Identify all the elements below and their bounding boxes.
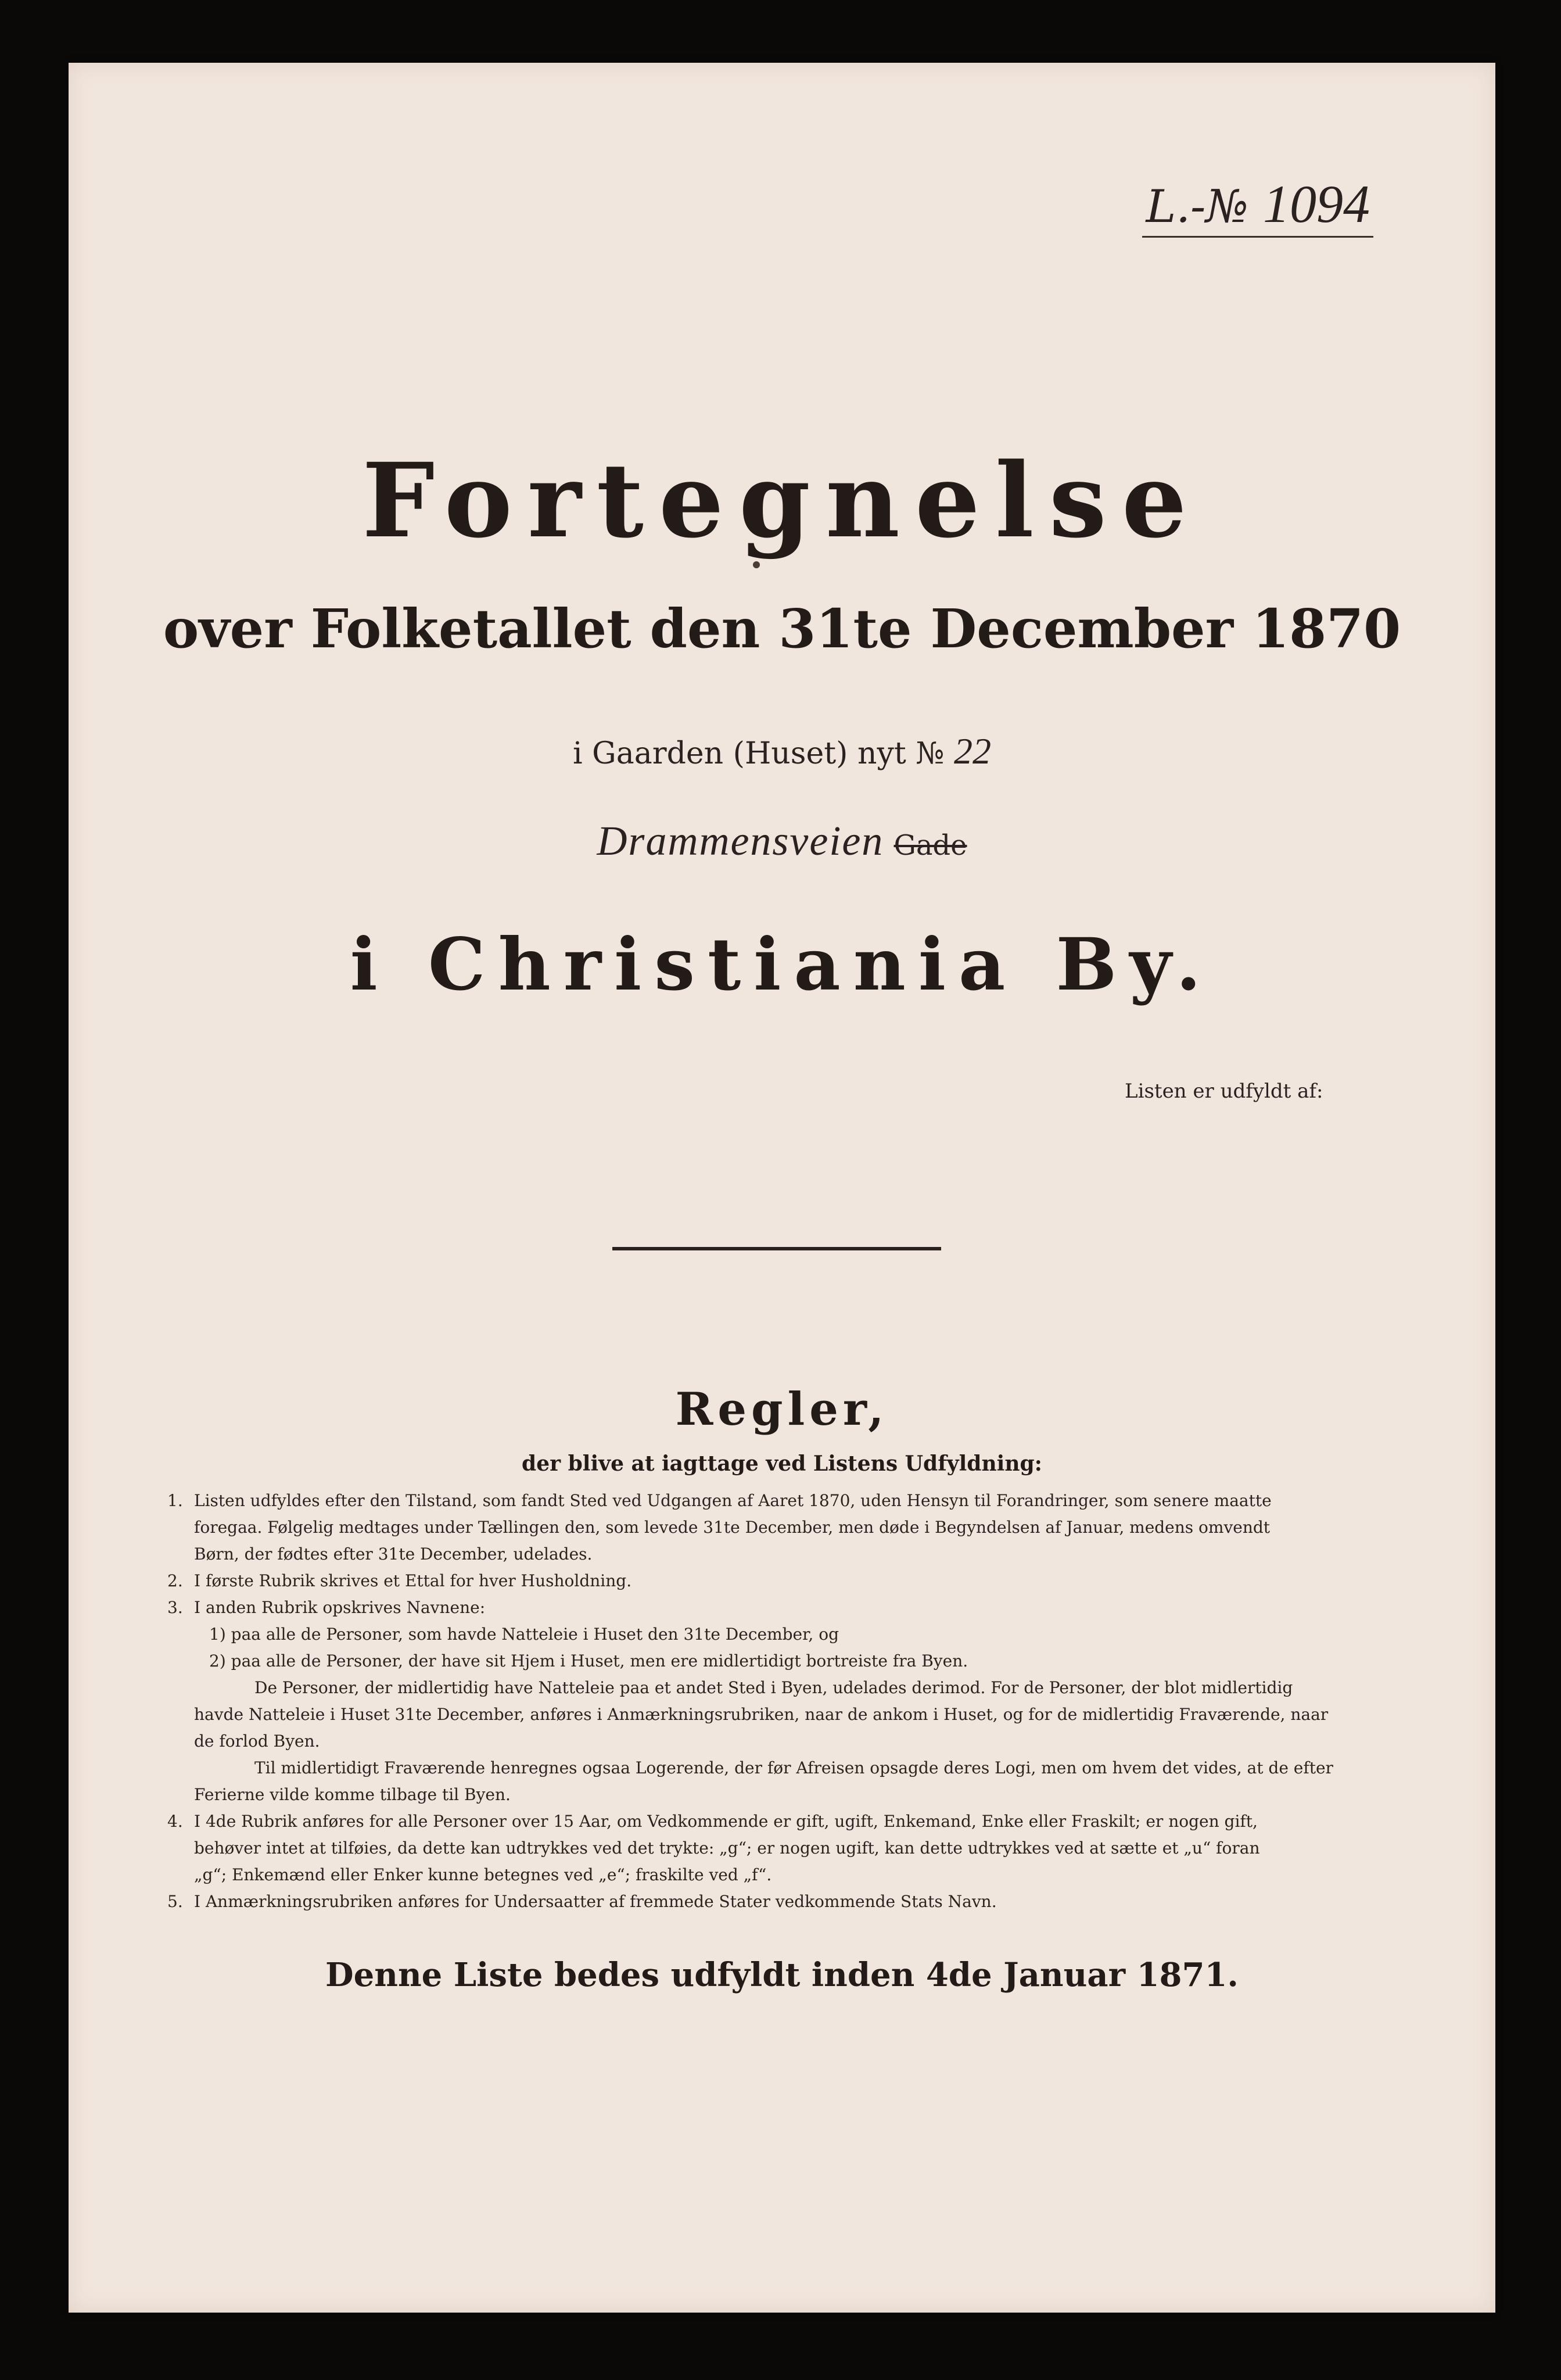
rule-text: Til midlertidigt Fraværende henregnes ogsaa Logerende, der før Afreisen opsagde deres Logi, men om hvem det vides, at de efter xyxy=(254,1758,1333,1777)
rule-text: havde Natteleie i Huset 31te December, anføres i Anmærkningsrubriken, naar de ankom i Huset, og for de midlertidig Fraværende, naar xyxy=(194,1705,1329,1724)
rule-row xyxy=(167,1568,1399,1594)
rule-row xyxy=(167,1594,1399,1621)
page-subtitle: over Folketallet den 31te December 1870 xyxy=(163,597,1401,660)
rule-row xyxy=(167,1888,1399,1915)
divider-rule xyxy=(612,1247,941,1250)
census-form-page xyxy=(69,63,1495,2313)
rule-row xyxy=(167,1701,1399,1728)
rule-row xyxy=(167,1675,1399,1701)
rule-text: Listen udfyldes efter den Tilstand, som fandt Sted ved Udgangen af Aaret 1870, uden Hensyn til Forandringer, som senere maatte xyxy=(194,1491,1272,1510)
rule-number: 2. xyxy=(167,1571,183,1590)
rule-number: 1. xyxy=(167,1491,183,1510)
rule-row xyxy=(167,1808,1399,1835)
rule-row xyxy=(167,1648,1399,1675)
decorative-dot xyxy=(753,561,760,568)
rule-row xyxy=(167,1782,1399,1808)
rule-row xyxy=(167,1728,1399,1755)
rule-row xyxy=(167,1514,1399,1541)
rule-text: I 4de Rubrik anføres for alle Personer over 15 Aar, om Vedkommende er gift, ugift, Enkemand, Enke eller Fraskilt; er nogen gift, xyxy=(194,1812,1258,1831)
gaarden-label: i Gaarden (Huset) nyt № xyxy=(573,736,945,771)
rule-text: de forlod Byen. xyxy=(194,1732,320,1751)
regler-subtitle: der blive at iagttage ved Listens Udfyldning: xyxy=(522,1451,1042,1476)
rule-row xyxy=(167,1488,1399,1514)
rule-row xyxy=(167,1835,1399,1862)
list-number-prefix: L.-№ xyxy=(1146,181,1249,233)
list-number xyxy=(1142,173,1373,238)
rule-text: 1) paa alle de Personer, som havde Natteleie i Huset den 31te December, og xyxy=(209,1625,839,1644)
gaarden-number: 22 xyxy=(953,730,991,772)
rule-text: behøver intet at tilføies, da dette kan udtrykkes ved det trykte: „g“; er nogen ugift, kan dette udtrykkes ved at sætte et „u“ foran xyxy=(194,1838,1260,1858)
rule-text: I første Rubrik skrives et Ettal for hver Husholdning. xyxy=(194,1571,632,1590)
street-name: Drammensveien xyxy=(597,818,884,864)
rule-text: Ferierne vilde komme tilbage til Byen. xyxy=(194,1785,511,1804)
udfyldt-label: Listen er udfyldt af: xyxy=(1125,1080,1323,1103)
rule-number: 4. xyxy=(167,1812,183,1831)
rule-text: De Personer, der midlertidig have Natteleie paa et andet Sted i Byen, udelades derimod. For de Personer, der blot midlertidig xyxy=(254,1678,1293,1697)
page-title: Fortegnelse xyxy=(362,440,1202,561)
rule-text: Børn, der fødtes efter 31te December, udelades. xyxy=(194,1544,593,1564)
rule-row xyxy=(167,1755,1399,1782)
city-line: i Christiania By. xyxy=(350,923,1214,1007)
list-number-value: 1094 xyxy=(1263,174,1370,234)
gade-line xyxy=(69,817,1495,865)
rule-text: 2) paa alle de Personer, der have sit Hjem i Huset, men ere midlertidigt bortreiste fra Byen. xyxy=(209,1651,968,1671)
rule-text: I anden Rubrik opskrives Navnene: xyxy=(194,1598,486,1617)
deadline-line: Denne Liste bedes udfyldt inden 4de Januar 1871. xyxy=(325,1956,1239,1994)
rule-text: „g“; Enkemænd eller Enker kunne betegnes ved „e“; fraskilte ved „f“. xyxy=(194,1865,772,1884)
rule-row xyxy=(167,1541,1399,1568)
rule-text: foregaa. Følgelig medtages under Tællingen den, som levede 31te December, men døde i Begyndelsen af Januar, medens omvendt xyxy=(194,1518,1271,1537)
rule-number: 5. xyxy=(167,1892,183,1911)
rule-row xyxy=(167,1862,1399,1888)
regler-title: Regler, xyxy=(675,1383,889,1436)
rules-list xyxy=(167,1488,1399,1915)
rule-row xyxy=(167,1621,1399,1648)
gaarden-line xyxy=(69,730,1495,773)
rule-text: I Anmærkningsrubriken anføres for Undersaatter af fremmede Stater vedkommende Stats Navn. xyxy=(194,1892,997,1911)
rule-number: 3. xyxy=(167,1598,183,1617)
gade-word: Gade xyxy=(893,829,967,862)
